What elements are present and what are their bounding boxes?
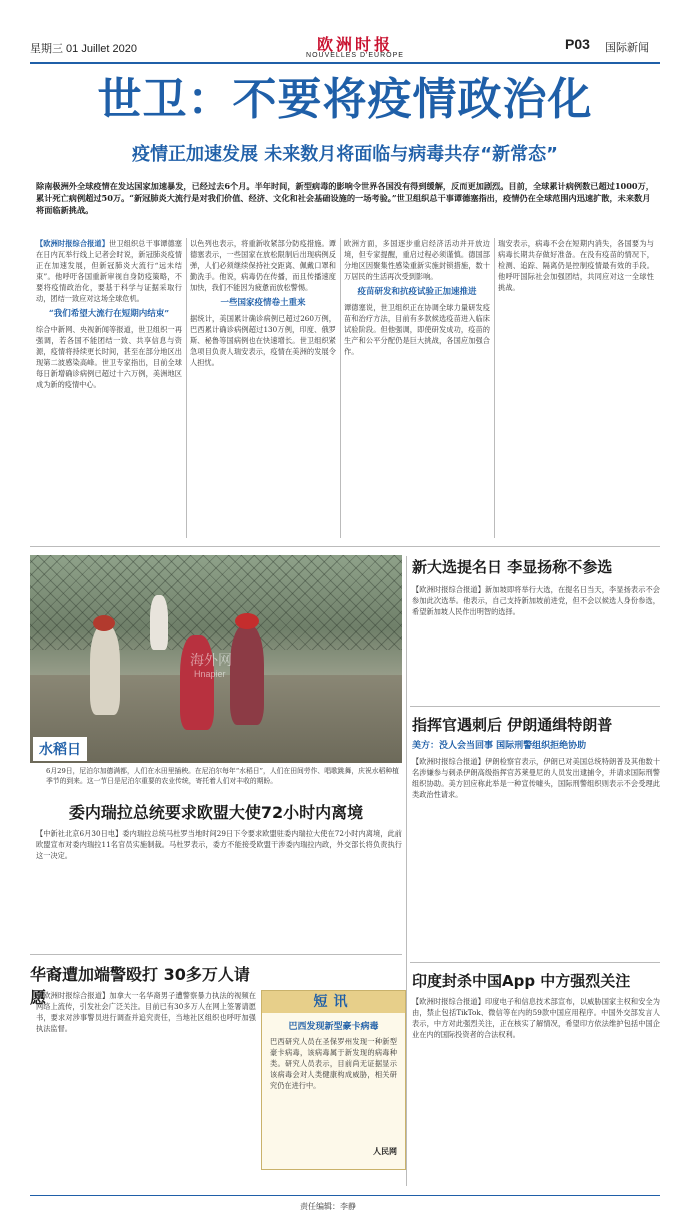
short-news-box	[261, 990, 406, 1170]
short-news-title: 巴西发现新型豪卡病毒	[288, 1022, 379, 1032]
column-3-text: 欧洲方面，多国逐步重启经济活动并开放边境，但专家提醒，重启过程必须谨慎。德国部分地区因聚集性感染重新实施封锁措施，数十万居民的生活再次受到影响。	[344, 239, 490, 281]
story-text: 【欧洲时报综合报道】印度电子和信息技术部宣布，以威胁国家主权和安全为由，禁止包括TikTok、微信等在内的59款中国应用程序。中国外交部发言人表示，中方对此强烈关注，正在核实了解情况，希望印方依法维护包括中国企业在内的国际投资者的合法权利。	[412, 997, 660, 1039]
main-column-1	[36, 238, 182, 540]
short-news-source: 人民网	[373, 1146, 397, 1156]
story-title: 指挥官遇刺后 伊朗通缉特朗普	[412, 716, 613, 734]
dateline: 【欧洲时报综合报道】	[36, 239, 110, 248]
column-3-text-b: 谭德塞说，世卫组织正在协调全球力量研发疫苗和治疗方法，目前有多款候选疫苗进入临床试验阶段。但他强调，即使研发成功，疫苗的生产和公平分配仍是巨大挑战，各国应加强合作。	[344, 303, 490, 356]
rice-day-photo	[30, 555, 402, 763]
column-divider	[406, 556, 407, 1186]
column-1-subhead: “我们希望大流行在短期内结束”	[48, 309, 170, 319]
header-rule	[30, 62, 660, 64]
photo-watermark: 海外网	[190, 653, 232, 669]
issue-date: 星期三 01 Juillet 2020	[30, 43, 137, 55]
short-news-band: 短讯	[262, 991, 405, 1013]
story-subtitle: 美方：没人会当回事 国际刑警组织拒绝协助	[412, 741, 587, 751]
story-text: 【欧洲时报综合报道】加拿大一名华裔男子遭警察暴力执法的视频在网络上流传，引发社会广泛关注。目前已有30多万人在网上签署请愿书，要求对涉事警员进行调查并追究责任，当地社区组织也呼吁加强执法监督。	[36, 991, 256, 1033]
fence-graphic	[30, 555, 402, 650]
story-title: 印度封杀中国App 中方强烈关注	[412, 972, 631, 990]
column-divider	[494, 238, 495, 538]
story-rule	[410, 706, 660, 707]
column-4-text: 瑞安表示，病毒不会在短期内消失，各国要为与病毒长期共存做好准备。在没有疫苗的情况下，检测、追踪、隔离仍是控制疫情最有效的手段。他呼吁国际社会加强团结，共同应对这一全球性挑战。	[498, 239, 654, 292]
short-news-text: 巴西研究人员在圣保罗州发现一种新型豪卡病毒，该病毒属于新发现的病毒种类。研究人员表示，目前尚无证据显示该病毒会对人类健康构成威胁，相关研究仍在进行中。	[270, 1037, 397, 1090]
masthead-subtitle: NOUVELLES D'EUROPE	[306, 52, 404, 59]
main-column-2	[190, 238, 336, 540]
section-rule	[30, 546, 660, 547]
column-1-text-b: 综合中新网、央视新闻等报道，世卫组织一再强调，若各国不能团结一致、共享信息与资源，疫情将持续更长时间，甚至在部分地区出现第二波感染高峰。世卫专家指出，目前全球每日新增确诊病例已超过十六万例，美洲地区成为新的疫情中心。	[36, 325, 182, 389]
column-divider	[186, 238, 187, 538]
farmer-figure	[90, 625, 120, 715]
photo-tag: 水稻日	[33, 737, 87, 761]
footer-rule	[30, 1195, 660, 1196]
story-rule	[30, 954, 402, 955]
main-lead: 除南极洲外全球疫情在发达国家加速暴发，已经过去6个月。半年时间，新型病毒的影响令世界各国没有得到缓解，反而更加剧烈。目前，全球累计病例数已超过1000万，累计死亡病例超过50万。“新冠肺炎大流行是对我们价值、经济、文化和社会基础设施的一场考验。”世卫组织总干事谭德塞指出，疫情仍在全球范围内迅速扩散，未来数月将面临新挑战。	[36, 181, 654, 215]
masthead-logo: 欧洲时报	[316, 35, 393, 54]
main-headline: 世卫：不要将疫情政治化	[97, 74, 593, 125]
main-subheadline: 疫情正加速发展 未来数月将面临与病毒共存“新常态”	[132, 144, 558, 165]
column-2-text: 以色列也表示，将重新收紧部分防疫措施。谭德塞表示，一些国家在放松限制后出现病例反弹，人们必须继续保持社交距离、佩戴口罩和勤洗手。他说，病毒仍在传播，而且传播速度加快，我们不能因为疲惫而放松警惕。	[190, 239, 336, 292]
column-1-text: 世卫组织总干事谭德塞在日内瓦举行线上记者会时说，新冠肺炎疫情正在加速发展，但新冠肺炎大流行“远未结束”。他呼吁各国重新审视自身防疫策略，不要将疫情政治化，要基于科学与证据采取行动，团结一致应对这场全球危机。	[36, 239, 182, 303]
story-text: 【欧洲时报综合报道】新加坡即将举行大选，在提名日当天，李显扬表示不会参加此次选举。他表示，自己支持新加坡前进党，但不会以候选人身份参选，希望新加坡人民作出明智的选择。	[412, 585, 660, 616]
photo-watermark-sub: Hnapier	[194, 669, 226, 679]
column-3-subhead: 疫苗研发和抗疫试验正加速推进	[357, 287, 477, 297]
column-divider	[340, 238, 341, 538]
column-2-text-b: 据统计，美国累计确诊病例已超过260万例，巴西累计确诊病例超过130万例，印度、俄罗斯、秘鲁等国病例也在快速增长。世卫组织紧急项目负责人瑞安表示，疫情在美洲的发展令人担忧。	[190, 314, 336, 367]
story-title: 华裔遭加端警殴打 30多万人请愿	[30, 965, 250, 1007]
man-figure	[230, 625, 264, 725]
story-text: 【欧洲时报综合报道】伊朗检察官表示，伊朗已对美国总统特朗普及其他数十名涉嫌参与刺杀伊朗高级指挥官苏莱曼尼的人员发出逮捕令，并请求国际刑警组织协助。美方回应称此举是一种宣传噱头，国际刑警组织则表示不会受理此类政治性请求。	[412, 757, 660, 799]
story-title: 委内瑞拉总统要求欧盟大使72小时内离境	[68, 803, 364, 822]
main-column-4	[498, 238, 654, 540]
story-rule	[410, 962, 660, 963]
background-figure	[150, 595, 168, 650]
footer-editor: 责任编辑：李静	[300, 1202, 356, 1211]
page-number: P03	[565, 36, 590, 52]
photo-caption: 6月29日，尼泊尔加德满都，人们在水田里插秧。在尼泊尔每年“水稻日”，人们在田间劳作、唱歌跳舞，庆祝水稻种植季节的到来。这一节日是尼泊尔重要的农业传统，寄托着人们对丰收的期盼。	[46, 767, 399, 785]
main-column-3	[344, 238, 490, 540]
story-text: 【中新社北京6月30日电】委内瑞拉总统马杜罗当地时间29日下令要求欧盟驻委内瑞拉大使在72小时内离境，此前欧盟宣布对委内瑞拉11名官员实施制裁。马杜罗表示，委方不能接受欧盟干涉委内瑞拉内政，外交部长将负责执行这一决定。	[36, 829, 402, 860]
story-title: 新大选提名日 李显扬称不参选	[412, 558, 613, 576]
column-2-subhead: 一些国家疫情卷土重来	[220, 298, 306, 308]
section-name: 国际新闻	[605, 42, 649, 54]
red-cap	[235, 613, 259, 629]
farmer-hat	[93, 615, 115, 631]
